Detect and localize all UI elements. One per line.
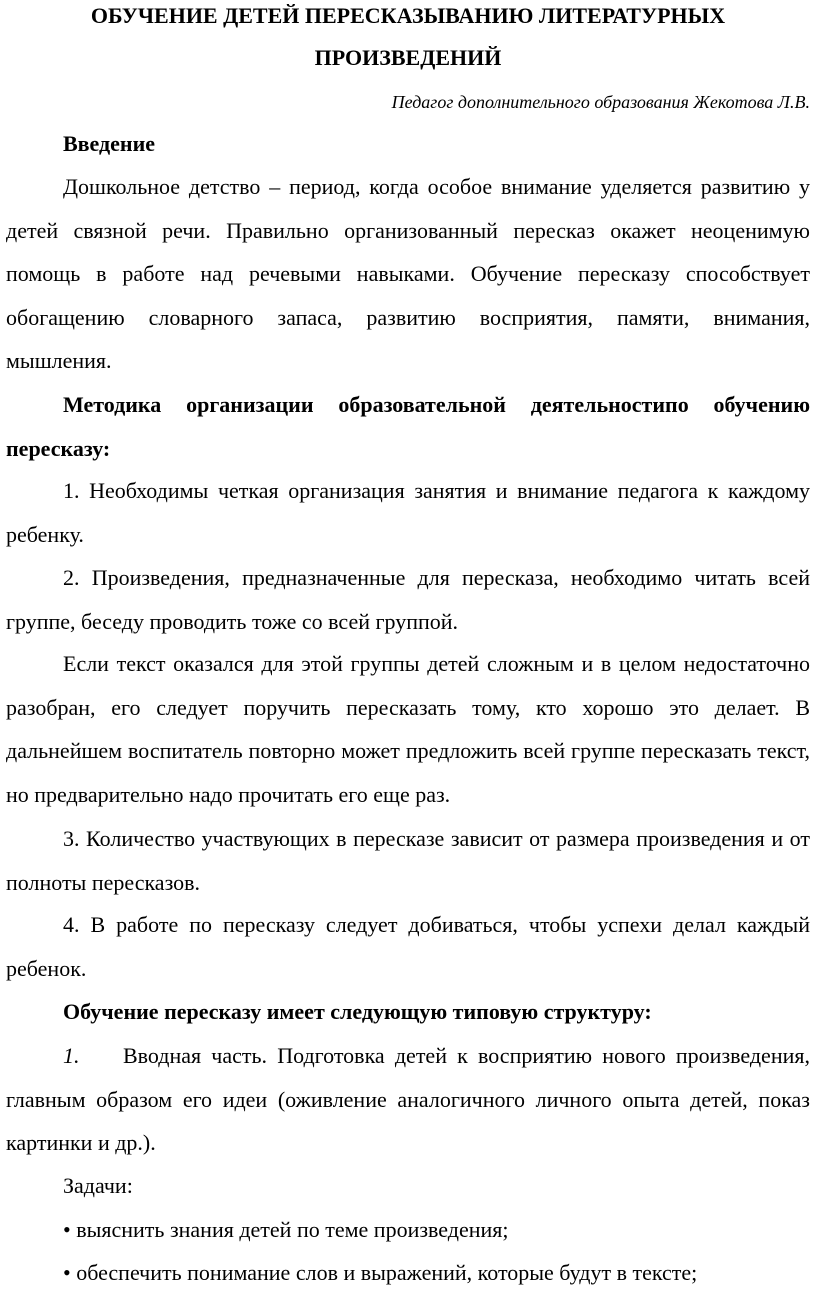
method-item-3: 3. Количество участвующих в пересказе зависит от размера произведения и от полноты пересказов. bbox=[6, 826, 810, 895]
author-line: Педагог дополнительного образования Жекотова Л.В. bbox=[391, 92, 810, 112]
document-title-line-2: ПРОИЗВЕДЕНИЙ bbox=[314, 45, 502, 70]
structure-item-1-number: 1. bbox=[63, 1043, 80, 1068]
structure-item-1 bbox=[6, 1034, 810, 1165]
tasks-label: Задачи: bbox=[63, 1173, 133, 1198]
method-item-1: 1. Необходимы четкая организация занятия и внимание педагога к каждому ребенку. bbox=[6, 478, 810, 547]
intro-heading: Введение bbox=[63, 131, 156, 156]
method-item-4: 4. В работе по пересказу следует добиваться, чтобы успехи делал каждый ребенок. bbox=[6, 912, 810, 981]
document-title-line-1: ОБУЧЕНИЕ ДЕТЕЙ ПЕРЕСКАЗЫВАНИЮ ЛИТЕРАТУРНЫХ bbox=[90, 3, 726, 28]
intro-paragraph: Дошкольное детство – период, когда особое внимание уделяется развитию у детей связной речи. Правильно организованный пересказ окажет неоценимую помощь в работе над речевыми навыками. Обучение пересказу способствует обогащению словарного запаса, развитию восприятия, памяти, внимания, мышления. bbox=[6, 174, 810, 373]
structure-item-1-text: Подготовка детей к восприятию нового произведения, главным образом его идеи (оживление аналогичного личного опыта детей, показ картинки и др.). bbox=[6, 1043, 810, 1155]
method-item-2: 2. Произведения, предназначенные для пересказа, необходимо читать всей группе, беседу проводить тоже со всей группой. bbox=[6, 565, 810, 634]
structure-heading: Обучение пересказу имеет следующую типовую структуру: bbox=[63, 999, 652, 1024]
method-item-2-note: Если текст оказался для этой группы детей сложным и в целом недостаточно разобран, его следует поручить пересказать тому, кто хорошо это делает. В дальнейшем воспитатель повторно может предложить всей группе пересказать текст, но предварительно надо прочитать его еще раз. bbox=[6, 651, 810, 807]
task-1: • выяснить знания детей по теме произведения; bbox=[63, 1217, 509, 1242]
structure-item-1-label: Вводная часть. bbox=[123, 1043, 268, 1068]
task-2: • обеспечить понимание слов и выражений, которые будут в тексте; bbox=[63, 1260, 698, 1285]
method-heading: Методика организации образовательной деятельностипо обучению пересказу: bbox=[6, 392, 810, 461]
